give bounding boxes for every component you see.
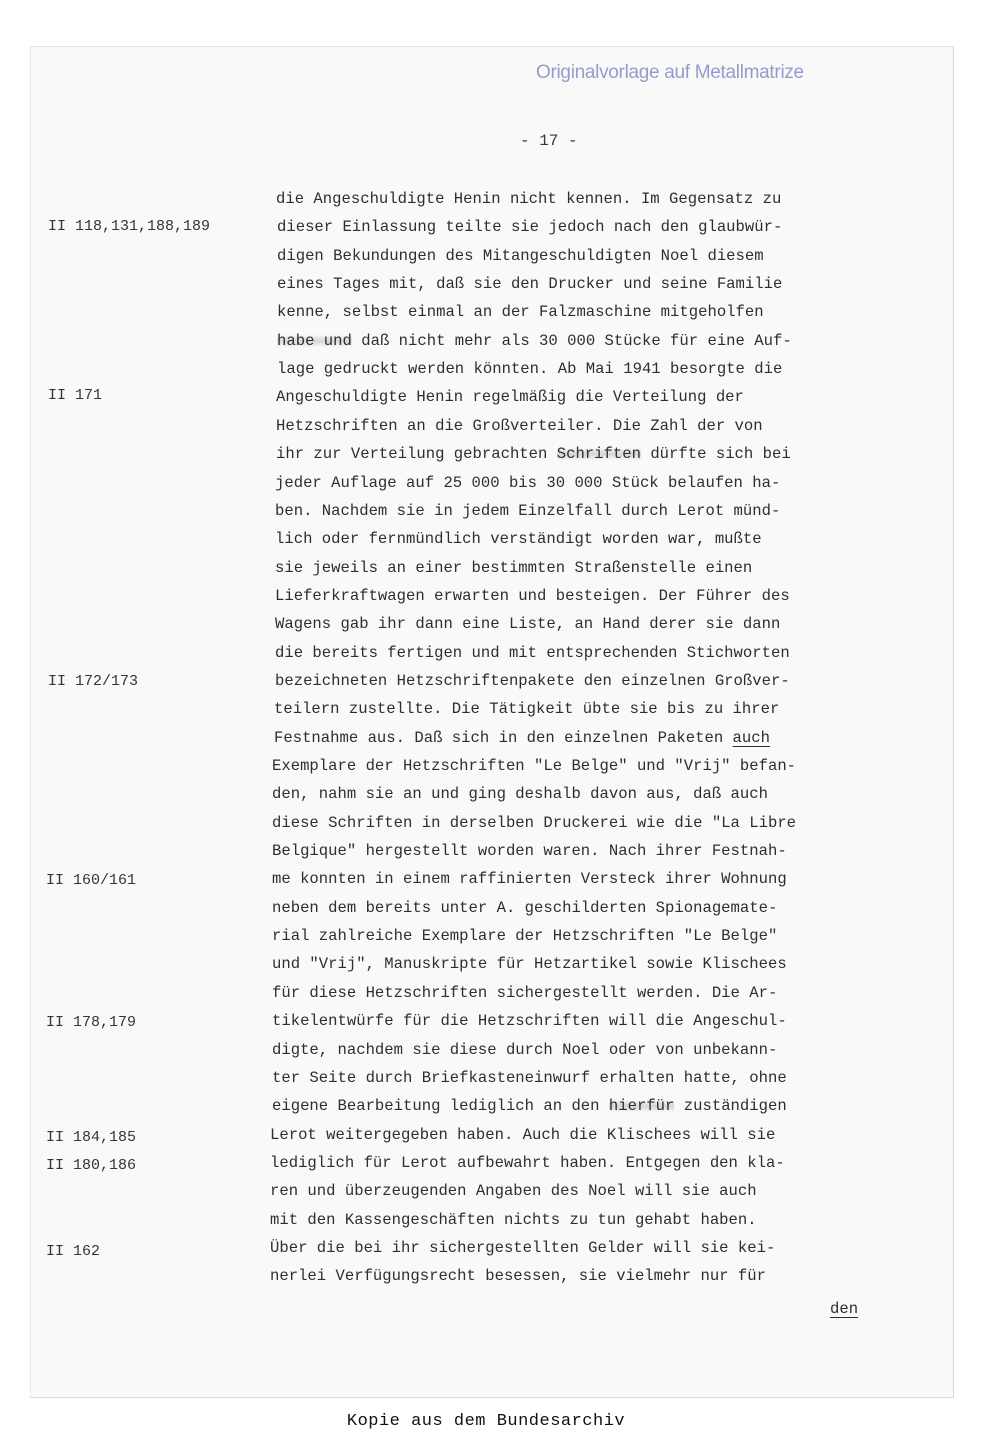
text-line: den, nahm sie an und ging deshalb davon aus, daß auch — [272, 785, 768, 804]
margin-ref: II 160/161 — [46, 872, 137, 889]
text-line: digen Bekundungen des Mitangeschuldigten Noel diesem — [277, 246, 764, 265]
text-line: diese Schriften in derselben Druckerei wie die "La Libre — [272, 813, 797, 832]
text-line: eines Tages mit, daß sie den Drucker und seine Familie — [277, 275, 783, 294]
text-line: dieser Einlassung teilte sie jedoch nach den glaubwür- — [277, 218, 783, 237]
margin-ref: II 162 — [46, 1243, 101, 1260]
text-line: kenne, selbst einmal an der Falzmaschine mitgeholfen — [277, 303, 764, 322]
text-line: lediglich für Lerot aufbewahrt haben. Entgegen den kla- — [270, 1153, 785, 1172]
text-line: eigene Bearbeitung lediglich an den hierfür zuständigen — [272, 1097, 787, 1116]
archive-stamp: Originalvorlage auf Metallmatrize — [536, 62, 804, 83]
text-line: lage gedruckt werden könnten. Ab Mai 1941 besorgte die — [277, 360, 783, 379]
text-line: rial zahlreiche Exemplare der Hetzschriften "Le Belge" — [272, 927, 778, 946]
text-line: me konnten in einem raffinierten Versteck ihrer Wohnung — [272, 870, 787, 889]
text-line: für diese Hetzschriften sichergestellt werden. Die Ar- — [272, 983, 778, 1002]
text-line: ben. Nachdem sie in jedem Einzelfall durch Lerot münd- — [275, 501, 781, 520]
page-number: - 17 - — [520, 132, 578, 150]
text-line: nerlei Verfügungsrecht besessen, sie vielmehr nur für — [270, 1267, 766, 1286]
text-line: teilern zustellte. Die Tätigkeit übte sie bis zu ihrer — [274, 700, 780, 719]
text-line: Über die bei ihr sichergestellten Gelder will sie kei- — [270, 1238, 776, 1257]
continuation-word: den — [830, 1300, 859, 1318]
text-line: mit den Kassengeschäften nichts zu tun gehabt haben. — [270, 1210, 757, 1229]
text-line: Lieferkraftwagen erwarten und besteigen. Der Führer des — [275, 586, 790, 605]
text-line: Wagens gab ihr dann eine Liste, an Hand derer sie dann — [275, 615, 781, 634]
text-line: ren und überzeugenden Angaben des Noel will sie auch — [270, 1182, 757, 1201]
margin-ref: II 171 — [48, 387, 103, 404]
margin-ref: II 178,179 — [46, 1014, 137, 1031]
text-line: ihr zur Verteilung gebrachten Schriften dürfte sich bei — [276, 445, 791, 464]
margin-ref: II 184,185 — [46, 1129, 137, 1146]
text-line: habe und daß nicht mehr als 30 000 Stücke für eine Auf- — [277, 331, 792, 350]
text-line: Hetzschriften an die Großverteiler. Die Zahl der von — [276, 416, 763, 435]
text-line: die bereits fertigen und mit entsprechenden Stichworten — [275, 643, 790, 662]
text-line: die Angeschuldigte Henin nicht kennen. Im Gegensatz zu — [276, 190, 782, 208]
text-line: bezeichneten Hetzschriftenpakete den einzelnen Großver- — [275, 671, 790, 690]
text-line: jeder Auflage auf 25 000 bis 30 000 Stück belaufen ha- — [275, 473, 781, 492]
text-line: lich oder fernmündlich verständigt worden war, mußte — [275, 530, 762, 549]
text-line: Lerot weitergegeben haben. Auch die Klischees will sie — [270, 1125, 776, 1144]
text-line: und "Vrij", Manuskripte für Hetzartikel sowie Klischees — [272, 955, 787, 974]
footer-caption-text: Kopie aus dem Bundesarchiv — [346, 1412, 626, 1431]
text-line: sie jeweils an einer bestimmten Straßenstelle einen — [275, 558, 753, 577]
text-line: tikelentwürfe für die Hetzschriften will die Angeschul- — [272, 1012, 787, 1031]
text-line: neben dem bereits unter A. geschilderten Spionagemate- — [272, 898, 778, 917]
footer-caption — [0, 1412, 992, 1431]
text-line: Exemplare der Hetzschriften "Le Belge" und "Vrij" befan- — [272, 757, 797, 775]
margin-ref: II 172/173 — [48, 673, 139, 690]
text-line: Festnahme aus. Daß sich in den einzelnen Paketen auch — [274, 728, 770, 747]
text-line: ter Seite durch Briefkasteneinwurf erhalten hatte, ohne — [272, 1068, 787, 1087]
text-line: digte, nachdem sie diese durch Noel oder von unbekann- — [272, 1040, 778, 1059]
text-line: Belgique" hergestellt worden waren. Nach ihrer Festnah- — [272, 842, 787, 861]
text-line: Angeschuldigte Henin regelmäßig die Verteilung der — [276, 388, 744, 407]
margin-ref: II 118,131,188,189 — [48, 218, 211, 235]
margin-ref: II 180,186 — [46, 1157, 137, 1174]
